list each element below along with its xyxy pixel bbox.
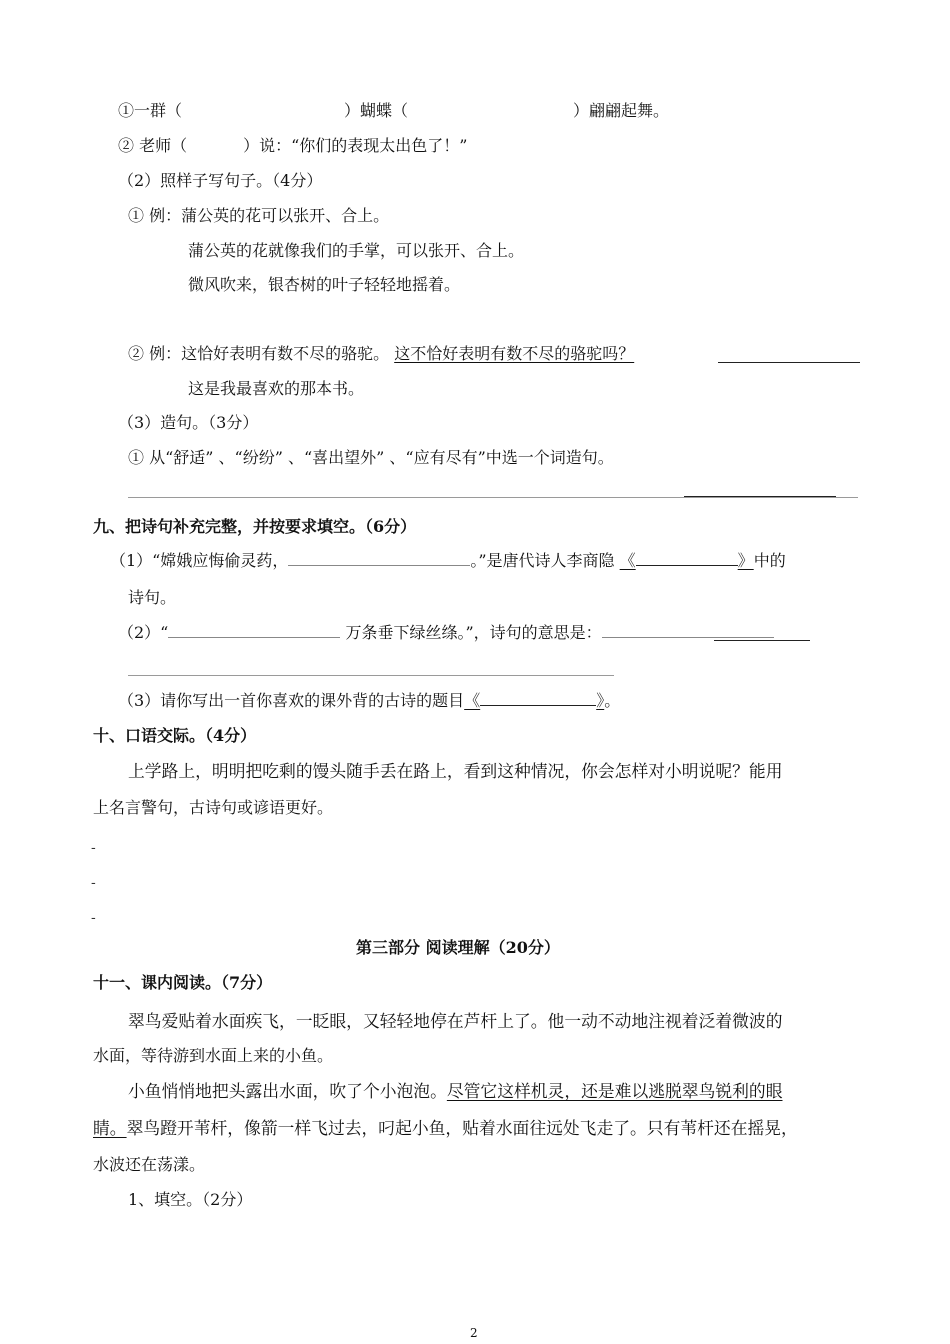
q9-p3-open: 《 bbox=[464, 691, 481, 710]
q8-item1-c: ）翩翩起舞。 bbox=[573, 101, 670, 120]
q8-sub3-title: （3）造句。（3分） bbox=[118, 413, 259, 432]
q9-p2-a: （2）“ bbox=[118, 623, 169, 642]
q9-p3-a: （3）请你写出一首你喜欢的课外背的古诗的题目 bbox=[118, 691, 465, 710]
q10-title: 十、口语交际。（4分） bbox=[93, 726, 257, 745]
part3-title: 第三部分 阅读理解（20分） bbox=[356, 938, 560, 957]
answer-line bbox=[718, 362, 860, 363]
q11-para2-line1 bbox=[128, 1080, 783, 1102]
q9-part3 bbox=[118, 690, 620, 712]
q8-ex2-task: 这是我最喜欢的那本书。 bbox=[188, 379, 365, 398]
q9-p1-cont: 诗句。 bbox=[128, 588, 177, 607]
q11-para1-line1: 翠鸟爱贴着水面疾飞，一眨眼，又轻轻地停在芦杆上了。他一动不动地注视着泛着微波的 bbox=[128, 1011, 783, 1031]
q9-p1-a: （1）“嫦娥应悔偷灵药， bbox=[110, 551, 289, 570]
q10-text1: 上学路上，明明把吃剩的馒头随手丢在路上，看到这种情况，你会怎样对小明说呢？能用 bbox=[128, 761, 783, 781]
answer-line bbox=[128, 497, 858, 498]
q8-ex2-answer: 这不恰好表明有数不尽的骆驼吗？ bbox=[394, 344, 635, 363]
answer-line bbox=[714, 640, 810, 641]
q8-ex1-task: 微风吹来，银杏树的叶子轻轻地摇着。 bbox=[188, 275, 461, 294]
answer-line bbox=[684, 496, 836, 497]
q11-para2-l2b: 翠鸟蹬开苇杆，像箭一样飞过去，叼起小鱼，贴着水面往远处飞走了。只有苇杆还在摇晃， bbox=[126, 1118, 798, 1138]
fill-blank[interactable] bbox=[168, 623, 340, 638]
q8-ex2-label: ② 例：这恰好表明有数不尽的骆驼。 bbox=[128, 344, 390, 363]
q8-item1 bbox=[118, 100, 669, 122]
q8-sub2-title: （2）照样子写句子。（4分） bbox=[118, 171, 323, 190]
q8-sub3-task: ① 从“舒适” 、“纷纷” 、“喜出望外” 、“应有尽有”中选一个词造句。 bbox=[128, 448, 614, 467]
q9-part2 bbox=[118, 622, 774, 644]
q11-para2-l1a: 小鱼悄悄地把头露出水面，吹了个小泡泡。 bbox=[128, 1081, 447, 1101]
q8-ex2 bbox=[128, 343, 634, 365]
q9-p1-open: 《 bbox=[619, 551, 636, 570]
answer-mark: - bbox=[91, 910, 96, 926]
q10-text2: 上名言警句，古诗句或谚语更好。 bbox=[93, 798, 334, 817]
q11-para2-line3: 水波还在荡漾。 bbox=[93, 1155, 206, 1174]
q8-item2-a: ② 老师（ bbox=[118, 136, 188, 155]
q8-item2 bbox=[118, 135, 467, 157]
fill-blank[interactable] bbox=[636, 551, 738, 566]
q8-ex1-model: 蒲公英的花就像我们的手掌，可以张开、合上。 bbox=[188, 241, 525, 260]
q9-p2-b: 万条垂下绿丝绦。”，诗句的意思是： bbox=[345, 623, 602, 642]
q9-p1-b: 。”是唐代诗人李商隐 bbox=[470, 551, 615, 570]
q9-p3-end: 。 bbox=[604, 691, 621, 710]
fill-blank[interactable] bbox=[602, 623, 774, 638]
answer-line bbox=[128, 675, 614, 676]
q8-item1-b: ）蝴蝶（ bbox=[344, 101, 409, 120]
q8-ex1-label: ① 例：蒲公英的花可以张开、合上。 bbox=[128, 206, 390, 225]
q11-sub1: 1、填空。（2分） bbox=[128, 1190, 253, 1209]
answer-mark: - bbox=[91, 840, 96, 856]
q9-title: 九、把诗句补充完整，并按要求填空。（6分） bbox=[93, 517, 417, 536]
q8-item2-b: ）说：“你们的表现太出色了！” bbox=[243, 136, 468, 155]
q9-p1-e: 中的 bbox=[753, 551, 786, 570]
q11-para1-line2: 水面，等待游到水面上来的小鱼。 bbox=[93, 1046, 334, 1065]
q11-para2-line2 bbox=[93, 1117, 798, 1139]
answer-mark: - bbox=[91, 875, 96, 891]
q8-item1-a: ①一群（ bbox=[118, 101, 183, 120]
page-number: 2 bbox=[470, 1326, 478, 1340]
q9-part1 bbox=[110, 550, 786, 572]
q11-underlined-sentence-end: 睛。 bbox=[93, 1118, 127, 1138]
q11-underlined-sentence: 尽管它这样机灵，还是难以逃脱翠鸟锐利的眼 bbox=[446, 1081, 783, 1101]
q9-p1-close: 》 bbox=[737, 551, 754, 570]
q11-title: 十一、课内阅读。（7分） bbox=[93, 973, 273, 992]
fill-blank[interactable] bbox=[480, 691, 596, 706]
q9-p3-close: 》 bbox=[596, 691, 605, 710]
fill-blank[interactable] bbox=[288, 551, 470, 566]
